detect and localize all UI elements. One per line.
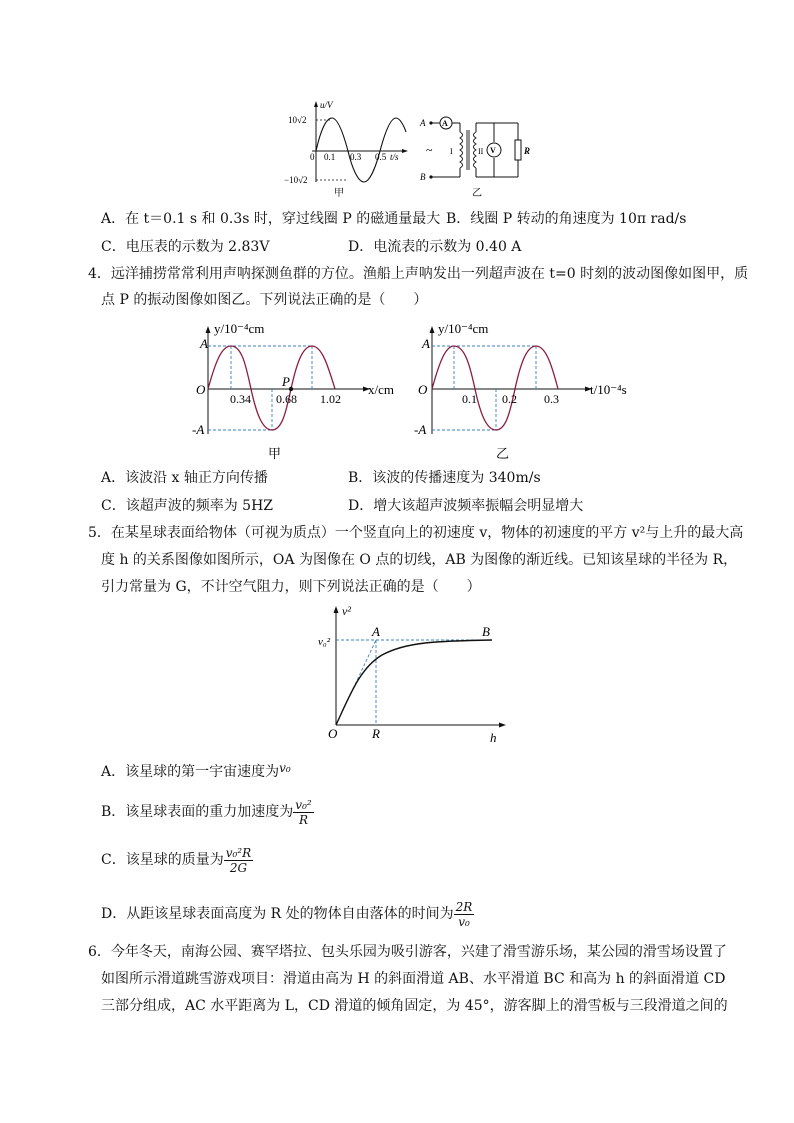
voltmeter-label: V: [490, 146, 496, 155]
tick-label: 0.2: [502, 392, 517, 406]
q5-option-c-text: C．该星球的质量为: [101, 852, 224, 868]
tick-label: 0.1: [462, 392, 477, 406]
coil-1-label: I: [450, 147, 453, 156]
q4-option-a: A．该波沿 x 轴正方向传播: [101, 470, 268, 486]
tick-label: 0.3: [350, 152, 362, 162]
origin-label: O: [328, 726, 338, 741]
peak-negative-label: −10√2: [284, 175, 308, 185]
coil-2-label: II: [478, 147, 484, 156]
x-axis-label: x/cm: [368, 382, 394, 397]
q3-option-c: C．电压表的示数为 2.83V: [101, 239, 270, 255]
caption: 乙: [496, 446, 510, 461]
numerator: v₀²R: [225, 845, 252, 860]
q4-stem-line1: 4．远洋捕捞常常利用声呐探测鱼群的方位。渔船上声呐发出一列超声波在 t=0 时刻的波动图像如图甲，质: [88, 266, 749, 282]
q5-option-c: [101, 838, 253, 882]
tick-label: 0.34: [230, 392, 251, 406]
resistor-icon: [515, 140, 521, 160]
q5-option-b-fraction: [293, 798, 313, 827]
origin-label: O: [418, 382, 428, 397]
caption-left: 甲: [334, 188, 344, 199]
numerator: v₀²: [295, 797, 312, 812]
u-axis-label: u/V: [320, 100, 333, 110]
primary-coil: [460, 132, 463, 168]
q5-stem-line1: 5．在某星球表面给物体（可视为质点）一个竖直向上的初速度 v，物体的初速度的平方 v²与上升的最大高: [88, 525, 744, 541]
amp-pos-label: A: [422, 336, 430, 351]
r-tick-label: R: [372, 726, 380, 741]
x-axis-label: h: [490, 730, 497, 745]
q5-option-c-fraction: [224, 846, 253, 875]
q3-option-b: B．线圈 P 转动的角速度为 10π rad/s: [446, 211, 687, 227]
amp-neg-label: -A: [192, 422, 205, 437]
q4-option-b: B．该波的传播速度为 340m/s: [348, 470, 541, 486]
amp-pos-label: A: [200, 336, 208, 351]
tick-label: 0.5: [375, 152, 387, 162]
ac-source-symbol: ~: [426, 143, 433, 157]
vibration-curve: [432, 346, 558, 430]
point-p-label: P: [282, 374, 290, 389]
q5-option-d: [101, 892, 474, 936]
q6-line3: 三部分组成，AC 水平距离为 L，CD 滑道的倾角固定，为 45°，游客脚上的滑雪板与三段滑道之间的: [101, 998, 728, 1014]
q3-option-d: D．电流表的示数为 0.40 A: [348, 239, 522, 255]
q4-option-c: C．该超声波的频率为 5HZ: [101, 498, 274, 514]
x-axis-label: t/10⁻⁴s: [590, 382, 627, 397]
q5-option-b: [101, 790, 314, 834]
secondary-coil: [474, 132, 477, 168]
q5-option-a-expr: v₀: [279, 761, 291, 775]
numerator: 2R: [455, 899, 473, 914]
y-axis-label: v²: [342, 604, 351, 618]
q5-option-a-text: A．该星球的第一宇宙速度为: [101, 764, 280, 780]
resistor-label: R: [524, 146, 531, 156]
peak-positive-label: 10√2: [288, 115, 307, 125]
q6-line2: 如图所示滑道跳雪游戏项目：滑道由高为 H 的斜面滑道 AB、水平滑道 BC 和高为 h 的斜面滑道 CD: [101, 971, 726, 987]
point-a-label: A: [372, 624, 380, 639]
transformer-figure: [280, 96, 540, 200]
tick-label: 0.1: [324, 152, 336, 162]
q5-stem-line2: 度 h 的关系图像如图所示，OA 为图像在 O 点的切线，AB 为图像的渐近线。已知该星球的半径为 R，: [101, 552, 738, 568]
origin-label: O: [196, 382, 206, 397]
q5-option-d-text: D．从距该星球表面高度为 R 处的物体自由落体的时间为: [101, 906, 454, 922]
y-axis-label: y/10⁻⁴cm: [214, 321, 265, 336]
vibration-graph-right: [410, 316, 640, 464]
origin-label: 0: [310, 152, 315, 162]
v2-h-graph: [316, 600, 516, 748]
y-axis-label: y/10⁻⁴cm: [438, 321, 489, 336]
caption-right: 乙: [472, 188, 482, 199]
caption: 甲: [268, 446, 282, 461]
q5-option-b-text: B．该星球表面的重力加速度为: [101, 804, 294, 820]
terminal-a-label: A: [420, 118, 426, 128]
tick-label: 1.02: [320, 392, 341, 406]
amp-neg-label: -A: [414, 422, 427, 437]
voltage-sine-curve: [316, 118, 406, 182]
v2-h-curve: [336, 640, 492, 725]
tick-label: 0.68: [276, 392, 297, 406]
terminal-b-label: B: [420, 172, 426, 182]
q4-stem-line2: 点 P 的振动图像如图乙。下列说法正确的是（ ）: [101, 292, 428, 308]
ammeter-label: A: [442, 119, 448, 128]
q5-option-a: [101, 758, 291, 782]
wave-curve: [208, 346, 335, 430]
q5-stem-line3: 引力常量为 G，不计空气阻力，则下列说法正确的是（ ）: [101, 579, 481, 595]
q4-option-d: D．增大该超声波频率振幅会明显增大: [348, 498, 584, 514]
wave-graph-left: [190, 316, 400, 464]
denominator: v₀: [458, 914, 470, 929]
q3-option-a: A．在 t＝0.1 s 和 0.3s 时，穿过线圈 P 的磁通量最大: [101, 211, 441, 227]
denominator: R: [298, 812, 309, 827]
v0-squared-label: v₀²: [318, 636, 331, 648]
q5-option-d-fraction: [454, 900, 475, 929]
q6-line1: 6．今年冬天，南海公园、赛罕塔拉、包头乐园为吸引游客，兴建了滑雪游乐场，某公园的滑雪场设置了: [88, 944, 727, 960]
tick-label: 0.3: [544, 392, 559, 406]
denominator: 2G: [229, 860, 248, 875]
t-axis-label: t/s: [390, 152, 399, 162]
point-b-label: B: [482, 624, 490, 639]
